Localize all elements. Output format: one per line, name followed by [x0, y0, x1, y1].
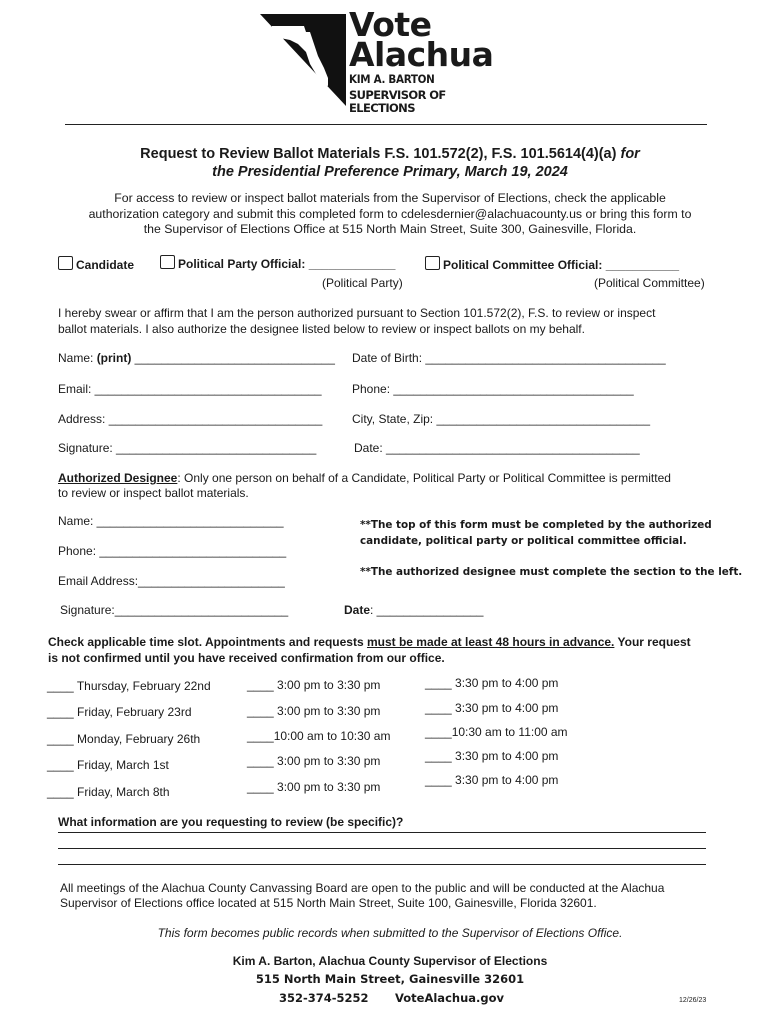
- slot-a-option[interactable]: ____ 3:00 pm to 3:30 pm: [247, 754, 381, 768]
- party-checkbox[interactable]: [160, 255, 175, 269]
- footer-name: Kim A. Barton, Alachua County Supervisor of Elections: [232, 954, 548, 968]
- designee-name-field[interactable]: Name: ____________________________: [58, 514, 284, 528]
- timeslot-text-u: must be made at least 48 hours in advance.: [366, 635, 615, 649]
- title-line2: the Presidential Preference Primary, March 19, 2024: [212, 164, 568, 180]
- designee-text2: to review or inspect ballot materials.: [58, 486, 249, 500]
- slot-b-option[interactable]: ____10:30 am to 11:00 am: [425, 725, 568, 739]
- candidate-checkbox[interactable]: [58, 256, 73, 270]
- revision-date: 12/26/23: [679, 997, 707, 1004]
- candidate-label: Candidate: [76, 258, 135, 272]
- logo-alachua: Alachua: [349, 35, 494, 74]
- slot-b-option[interactable]: ____ 3:30 pm to 4:00 pm: [425, 773, 559, 787]
- meeting-line1: All meetings of the Alachua County Canvassing Board are open to the public and will be conducted at the Alachua: [60, 881, 665, 895]
- header-rule: [65, 124, 707, 125]
- public-records-note: This form becomes public records when submitted to the Supervisor of Elections Office.: [157, 926, 623, 940]
- committee-checkbox[interactable]: [425, 256, 440, 270]
- slot-b-option[interactable]: ____ 3:30 pm to 4:00 pm: [425, 676, 559, 690]
- name-line: ______________________________: [131, 351, 335, 365]
- slot-a-option[interactable]: ____ 3:00 pm to 3:30 pm: [247, 780, 381, 794]
- logo: [258, 5, 494, 115]
- party-label: Political Party Official: _____________: [178, 257, 396, 271]
- date-option[interactable]: ____ Friday, February 23rd: [47, 705, 192, 719]
- designee-intro: [58, 471, 671, 485]
- slot-b-option[interactable]: ____ 3:30 pm to 4:00 pm: [425, 701, 559, 715]
- intro-line2: authorization category and submit this completed form to cdelesdernier@alachuacounty.us or bring this form to: [88, 207, 692, 221]
- note2: **The authorized designee must complete the section to the left.: [360, 566, 743, 578]
- designee-phone-field[interactable]: Phone: ____________________________: [58, 544, 287, 558]
- slot-a-option[interactable]: ____ 3:00 pm to 3:30 pm: [247, 704, 381, 718]
- affirm-line1: I hereby swear or affirm that I am the person authorized pursuant to Section 101.572(2), F.S. to review or inspect: [58, 306, 656, 320]
- footer-phone: 352-374-5252: [279, 991, 369, 1005]
- phone-field[interactable]: Phone: ____________________________________: [352, 382, 634, 396]
- timeslot-text-a: Check applicable time slot. Appointments and requests: [48, 635, 367, 649]
- info-line[interactable]: [58, 864, 706, 865]
- note1-line1: **The top of this form must be completed by the authorized: [360, 519, 712, 531]
- city-field[interactable]: City, State, Zip: ________________________________: [352, 412, 651, 426]
- slot-a-option[interactable]: ____10:00 am to 10:30 am: [247, 729, 391, 743]
- footer-website[interactable]: VoteAlachua.gov: [395, 991, 505, 1005]
- intro-line3: the Supervisor of Elections Office at 515 North Main Street, Suite 300, Gainesville, Florida.: [143, 222, 637, 236]
- form-title: [60, 146, 720, 162]
- info-line[interactable]: [58, 832, 706, 833]
- designee-heading: Authorized Designee: [58, 471, 178, 485]
- date-option[interactable]: ____ Monday, February 26th: [47, 732, 201, 746]
- date-option[interactable]: ____ Friday, March 1st: [47, 758, 169, 772]
- date-option[interactable]: ____ Friday, March 8th: [47, 785, 170, 799]
- committee-sub: (Political Committee): [594, 276, 705, 290]
- candidate-option[interactable]: [58, 256, 134, 272]
- logo-soe: SUPERVISOR OF ELECTIONS: [349, 88, 446, 115]
- designee-date-label: Date: [344, 603, 371, 617]
- address-field[interactable]: Address: ________________________________: [58, 412, 323, 426]
- florida-map-logo: [258, 12, 348, 108]
- footer-address: 515 North Main Street, Gainesville 32601: [255, 972, 525, 986]
- committee-option[interactable]: [425, 256, 679, 272]
- meeting-line2: Supervisor of Elections office located at 515 North Main Street, Suite 100, Gainesville, Florida 32601.: [60, 896, 597, 910]
- timeslot-line2: is not confirmed until you have received confirmation from our office.: [48, 651, 445, 665]
- signature-field[interactable]: Signature: ______________________________: [58, 441, 317, 455]
- intro-line1: For access to review or inspect ballot materials from the Supervisor of Elections, check the applicable: [114, 191, 666, 205]
- timeslot-text-b: Your request: [614, 635, 691, 649]
- note1-line2: candidate, political party or political committee official.: [360, 535, 687, 547]
- designee-date-field[interactable]: [344, 603, 483, 617]
- party-option[interactable]: [160, 255, 395, 271]
- logo-vote: Vote: [349, 5, 432, 44]
- designee-text1: : Only one person on behalf of a Candidate, Political Party or Political Committee is permitted: [177, 471, 671, 485]
- title-for: for: [620, 146, 640, 162]
- title-line1: Request to Review Ballot Materials F.S. 101.572(2), F.S. 101.5614(4)(a): [140, 146, 617, 162]
- slot-a-option[interactable]: ____ 3:00 pm to 3:30 pm: [247, 678, 381, 692]
- designee-date-line: : ________________: [370, 603, 484, 617]
- timeslot-line1: [48, 635, 691, 649]
- name-label: Name:: [58, 351, 97, 365]
- party-sub: (Political Party): [322, 276, 403, 290]
- affirm-line2: ballot materials. I also authorize the designee listed below to review or inspect ballots on my behalf.: [58, 322, 585, 336]
- committee-label: Political Committee Official: ___________: [443, 258, 680, 272]
- name-field[interactable]: [58, 351, 335, 365]
- date-option[interactable]: ____ Thursday, February 22nd: [47, 679, 211, 693]
- dob-field[interactable]: Date of Birth: ____________________________________: [352, 351, 666, 365]
- email-field[interactable]: Email: __________________________________: [58, 382, 322, 396]
- logo-kim: KIM A. BARTON: [349, 72, 435, 86]
- date-field[interactable]: Date: ______________________________________: [354, 441, 640, 455]
- info-line[interactable]: [58, 848, 706, 849]
- designee-signature-field[interactable]: Signature:__________________________: [60, 603, 289, 617]
- info-question: What information are you requesting to review (be specific)?: [58, 815, 404, 829]
- name-print: (print): [96, 351, 132, 365]
- designee-email-field[interactable]: Email Address:______________________: [58, 574, 285, 588]
- slot-b-option[interactable]: ____ 3:30 pm to 4:00 pm: [425, 749, 559, 763]
